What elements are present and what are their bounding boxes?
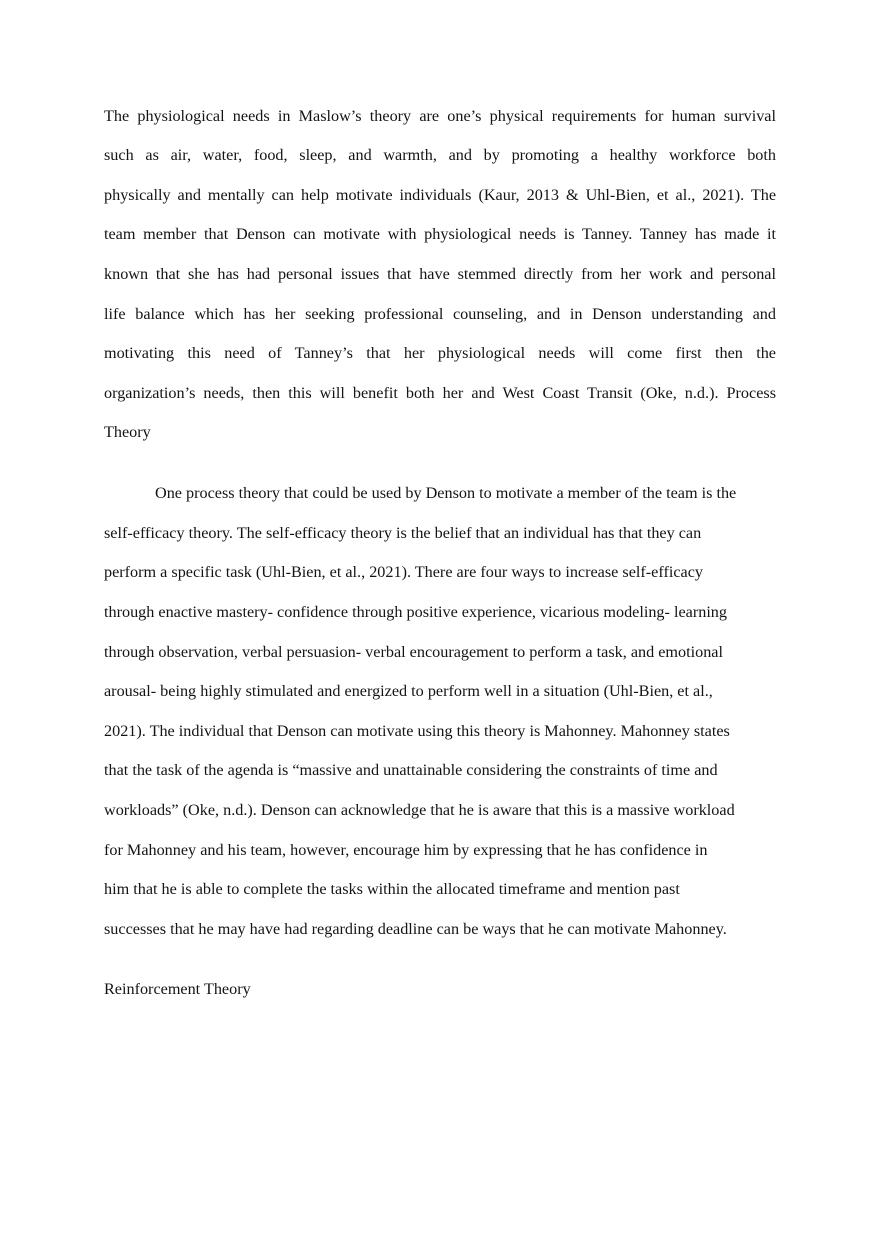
paragraph-1-line: motivating this need of Tanney’s that her physiological needs will come first then the [104,344,776,362]
paragraph-2-line: arousal- being highly stimulated and energized to perform well in a situation (Uhl-Bien, et al., [104,682,713,700]
paragraph-2-line: 2021). The individual that Denson can motivate using this theory is Mahonney. Mahonney states [104,722,730,740]
section-heading-reinforcement-theory: Reinforcement Theory [104,980,251,998]
paragraph-2-line: One process theory that could be used by Denson to motivate a member of the team is the [155,484,737,502]
paragraph-1-line: organization’s needs, then this will benefit both her and West Coast Transit (Oke, n.d.). Process [104,384,776,402]
paragraph-1-line: The physiological needs in Maslow’s theory are one’s physical requirements for human survival [104,107,776,125]
paragraph-2-line: for Mahonney and his team, however, encourage him by expressing that he has confidence in [104,841,708,859]
paragraph-2-line: perform a specific task (Uhl-Bien, et al., 2021). There are four ways to increase self-efficacy [104,563,703,581]
paragraph-2-line: that the task of the agenda is “massive and unattainable considering the constraints of time and [104,761,718,779]
paragraph-2-line: self-efficacy theory. The self-efficacy theory is the belief that an individual has that they can [104,524,702,542]
paragraph-2-line: workloads” (Oke, n.d.). Denson can acknowledge that he is aware that this is a massive workload [104,801,735,819]
paragraph-1-line: known that she has had personal issues that have stemmed directly from her work and personal [104,265,776,283]
paragraph-1-line: Theory [104,423,151,441]
paragraph-2-line: through enactive mastery- confidence through positive experience, vicarious modeling- learning [104,603,727,621]
paragraph-2-line: him that he is able to complete the tasks within the allocated timeframe and mention past [104,880,680,898]
paragraph-1-line: team member that Denson can motivate with physiological needs is Tanney. Tanney has made it [104,225,776,243]
paragraph-1-line: physically and mentally can help motivate individuals (Kaur, 2013 & Uhl-Bien, et al., 2021). The [104,186,776,204]
paragraph-1-line: such as air, water, food, sleep, and warmth, and by promoting a healthy workforce both [104,146,776,164]
paragraph-2-line: through observation, verbal persuasion- verbal encouragement to perform a task, and emotional [104,643,723,661]
paragraph-1-line: life balance which has her seeking professional counseling, and in Denson understanding and [104,305,776,323]
paragraph-2-line: successes that he may have had regarding deadline can be ways that he can motivate Mahonney. [104,920,727,938]
